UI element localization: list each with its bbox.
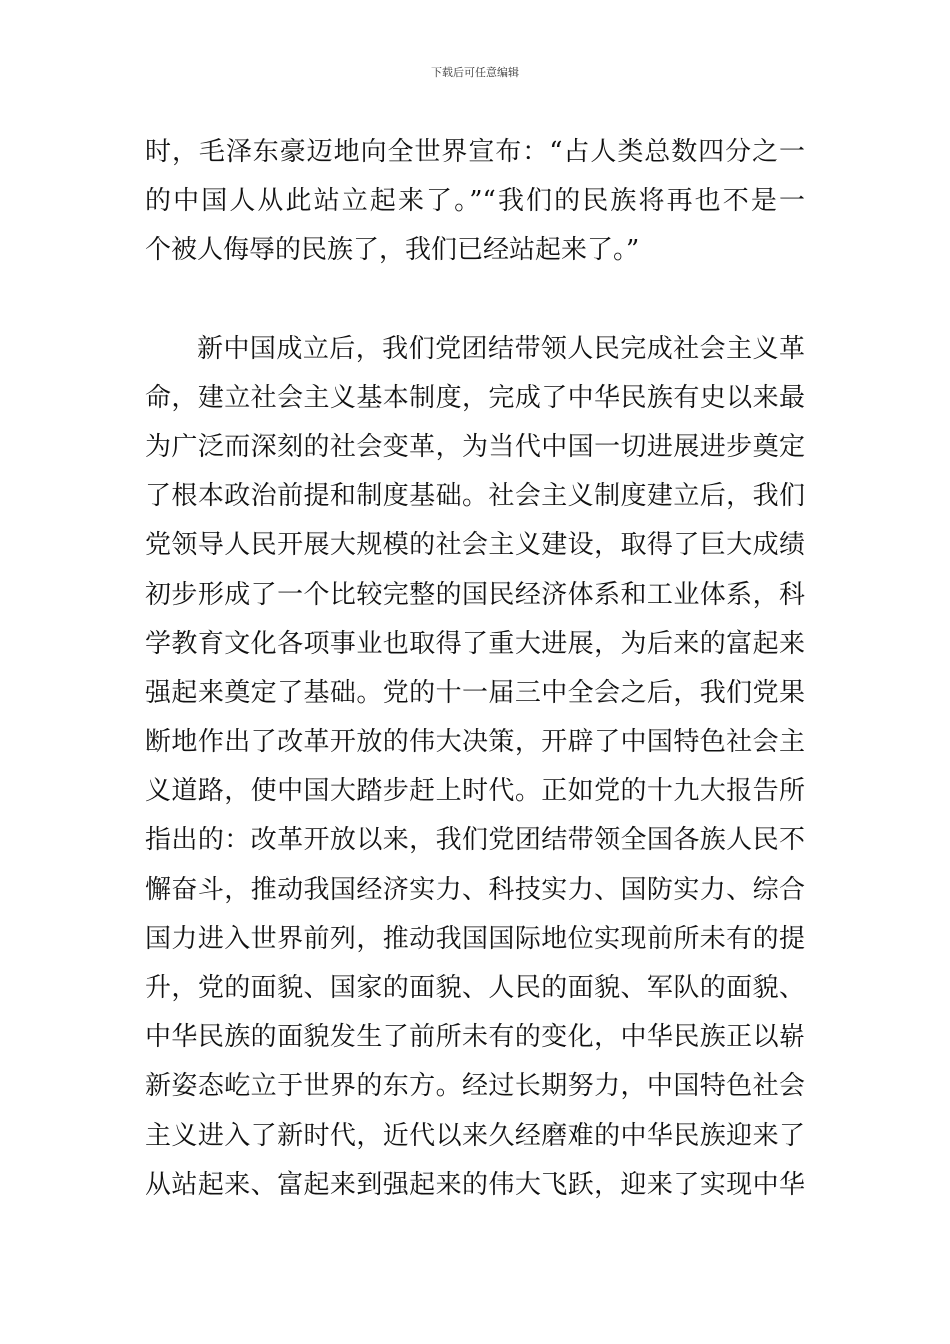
text-line: 断地作出了改革开放的伟大决策，开辟了中国特色社会主: [145, 727, 805, 758]
text-line: 主义进入了新时代，近代以来久经磨难的中华民族迎来了: [145, 1120, 805, 1151]
text-line: 个被人侮辱的民族了，我们已经站起来了。”: [145, 235, 640, 266]
text-line: 从站起来、富起来到强起来的伟大飞跃，迎来了实现中华: [145, 1169, 805, 1200]
text-line: 强起来奠定了基础。党的十一届三中全会之后，我们党果: [145, 677, 805, 708]
text-line: 为广泛而深刻的社会变革，为当代中国一切进展进步奠定: [145, 431, 805, 462]
document-body: [145, 128, 805, 1210]
text-line: 党领导人民开展大规模的社会主义建设，取得了巨大成绩: [145, 530, 805, 561]
text-line: 新中国成立后，我们党团结带领人民完成社会主义革: [197, 333, 805, 364]
text-line: 的中国人从此站立起来了。”“我们的民族将再也不是一: [145, 186, 805, 217]
page-header: 下载后可任意编辑: [431, 66, 519, 79]
text-line: 国力进入世界前列，推动我国国际地位实现前所未有的提: [145, 923, 805, 954]
text-line: 义道路，使中国大踏步赶上时代。正如党的十九大报告所: [145, 776, 805, 807]
text-line: 升，党的面貌、国家的面貌、人民的面貌、军队的面貌、: [145, 973, 805, 1003]
paragraph-1: [145, 128, 805, 276]
text-line: 时，毛泽东豪迈地向全世界宣布：“占人类总数四分之一: [145, 137, 805, 167]
text-line: 新姿态屹立于世界的东方。经过长期努力，中国特色社会: [145, 1071, 805, 1102]
paragraph-spacer: [145, 276, 805, 325]
text-line: 学教育文化各项事业也取得了重大进展，为后来的富起来: [145, 628, 805, 659]
text-line: 了根本政治前提和制度基础。社会主义制度建立后，我们: [145, 481, 805, 512]
text-line: 指出的：改革开放以来，我们党团结带领全国各族人民不: [145, 825, 805, 856]
text-line: 懈奋斗，推动我国经济实力、科技实力、国防实力、综合: [145, 874, 805, 905]
text-line: 初步形成了一个比较完整的国民经济体系和工业体系，科: [145, 579, 805, 610]
text-line: 中华民族的面貌发生了前所未有的变化，中华民族正以崭: [145, 1022, 805, 1053]
text-line: 命，建立社会主义基本制度，完成了中华民族有史以来最: [145, 382, 805, 413]
paragraph-2: [145, 325, 805, 1210]
